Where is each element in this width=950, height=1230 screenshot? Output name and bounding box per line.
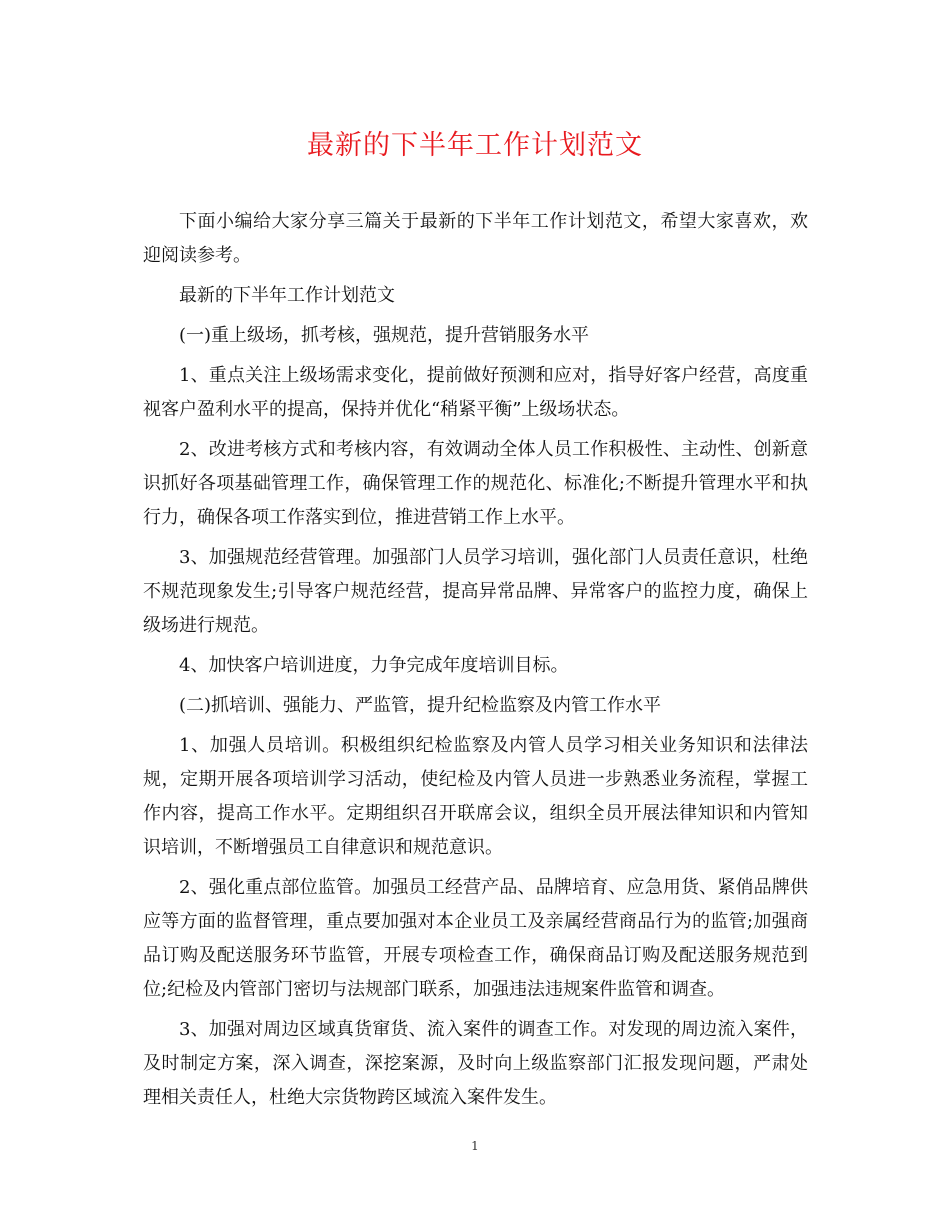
document-title: 最新的下半年工作计划范文 — [307, 130, 643, 161]
section-heading-2: (二)抓培训、强能力、严监管，提升纪检监察及内管工作水平 — [179, 695, 662, 716]
paragraph: 1、加强人员培训。积极组织纪检监察及内管人员学习相关业务知识和法律法规，定期开展各项培训学习活动，使纪检及内管人员进一步熟悉业务流程，掌握工作内容，提高工作水平。定期组织召开联席会议，组织全员开展法律知识和内管知识培训，不断增强员工自律意识和规范意识。 — [143, 735, 808, 858]
paragraph: 4、加快客户培训进度，力争完成年度培训目标。 — [179, 655, 569, 676]
paragraph: 1、重点关注上级场需求变化，提前做好预测和应对，指导好客户经营，高度重视客户盈利水平的提高，保持并优化“稍紧平衡”上级场状态。 — [143, 365, 808, 420]
document-body — [143, 205, 808, 1121]
section-heading-1: (一)重上级场，抓考核，强规范，提升营销服务水平 — [179, 325, 590, 346]
paragraph: 3、加强对周边区域真货窜货、流入案件的调查工作。对发现的周边流入案件，及时制定方案，深入调查，深挖案源，及时向上级监察部门汇报发现问题，严肃处理相关责任人，杜绝大宗货物跨区域流入案件发生。 — [143, 1019, 808, 1108]
paragraph: 3、加强规范经营管理。加强部门人员学习培训，强化部门人员责任意识，杜绝不规范现象发生;引导客户规范经营，提高异常品牌、异常客户的监控力度，确保上级场进行规范。 — [143, 547, 808, 636]
paragraph-subtitle: 最新的下半年工作计划范文 — [179, 285, 395, 306]
page-number: 1 — [471, 1139, 479, 1153]
paragraph: 2、强化重点部位监管。加强员工经营产品、品牌培育、应急用货、紧俏品牌供应等方面的监督管理，重点要加强对本企业员工及亲属经营商品行为的监管;加强商品订购及配送服务环节监管，开展专项检查工作，确保商品订购及配送服务规范到位;纪检及内管部门密切与法规部门联系，加强违法违规案件监管和调查。 — [143, 877, 808, 1000]
paragraph: 2、改进考核方式和考核内容，有效调动全体人员工作积极性、主动性、创新意识抓好各项基础管理工作，确保管理工作的规范化、标准化;不断提升管理水平和执行力，确保各项工作落实到位，推进营销工作上水平。 — [143, 439, 808, 528]
paragraph-intro: 下面小编给大家分享三篇关于最新的下半年工作计划范文，希望大家喜欢，欢迎阅读参考。 — [143, 211, 808, 266]
